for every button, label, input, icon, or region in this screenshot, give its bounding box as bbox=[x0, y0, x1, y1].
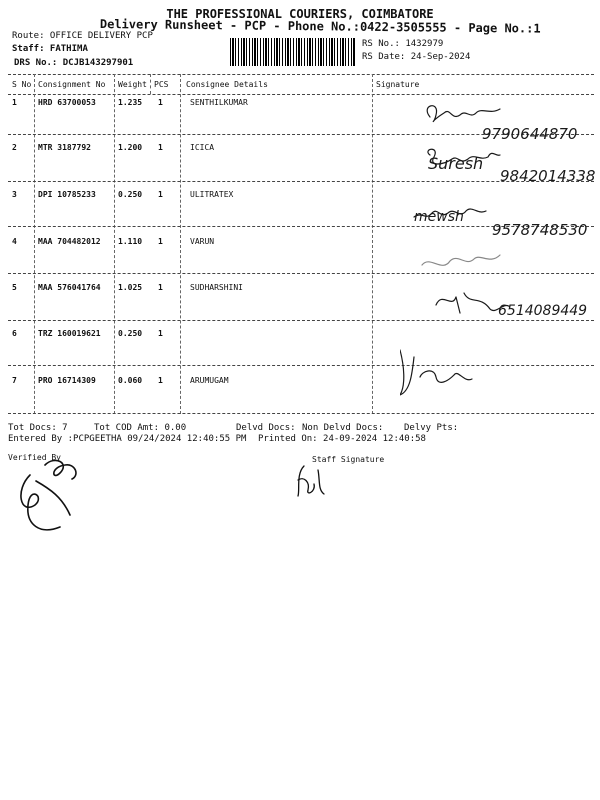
row-5-sno: 5 bbox=[12, 283, 17, 292]
column-header-consignee: Consignee Details bbox=[186, 80, 268, 89]
row-1-sno: 1 bbox=[12, 98, 17, 107]
company-title: THE PROFESSIONAL COURIERS, COIMBATORE bbox=[166, 7, 434, 21]
delivery-points: Delvy Pts: bbox=[404, 423, 459, 433]
row-1-pcs: 1 bbox=[158, 98, 163, 107]
column-header-sno: S No bbox=[12, 80, 32, 89]
row-2-sno: 2 bbox=[12, 143, 17, 152]
rs-number: RS No.: 1432979 bbox=[362, 39, 444, 49]
row-3-sno: 3 bbox=[12, 190, 17, 199]
route-label: Route: OFFICE DELIVERY PCP bbox=[12, 31, 153, 41]
row-5-handwritten-phone: 6514089449 bbox=[498, 303, 588, 319]
row-1-consignee: SENTHILKUMAR bbox=[190, 98, 248, 107]
drs-number: DRS No.: DCJB143297901 bbox=[14, 58, 134, 68]
row-3-consignment: DPI 10785233 bbox=[38, 190, 96, 199]
row-3-pcs: 1 bbox=[158, 190, 163, 199]
column-divider bbox=[114, 74, 115, 414]
column-header-consignment: Consignment No bbox=[38, 80, 106, 89]
row-6-sno: 6 bbox=[12, 329, 17, 338]
row-3-handwritten-phone: 9578748530 bbox=[492, 221, 588, 239]
column-header-signature: Signature bbox=[376, 80, 420, 89]
barcode bbox=[230, 38, 355, 66]
verified-by-label: Verified By bbox=[8, 453, 61, 462]
row-4-consignee: VARUN bbox=[190, 237, 215, 246]
row-7-consignment: PRO 16714309 bbox=[38, 376, 96, 385]
rs-date: RS Date: 24-Sep-2024 bbox=[362, 52, 471, 62]
row-6-weight: 0.250 bbox=[118, 329, 143, 338]
row-5-consignment: MAA 576041764 bbox=[38, 283, 101, 292]
entered-by: Entered By :PCPGEETHA 09/24/2024 12:40:55 PM bbox=[8, 434, 247, 444]
total-docs: Tot Docs: 7 bbox=[8, 423, 68, 433]
column-divider bbox=[150, 74, 151, 94]
row-2-pcs: 1 bbox=[158, 143, 163, 152]
row-7-weight: 0.060 bbox=[118, 376, 143, 385]
row-4-weight: 1.110 bbox=[118, 237, 143, 246]
table-top-rule bbox=[8, 74, 594, 75]
row-1-consignment: HRD 63700053 bbox=[38, 98, 96, 107]
column-header-pcs: PCS bbox=[154, 80, 169, 89]
runsheet-title: Delivery Runsheet - PCP - Phone No.:0422-3505555 - Page No.:1 bbox=[99, 17, 541, 36]
row-4-pcs: 1 bbox=[158, 237, 163, 246]
row-1-handwritten-phone: 9790644870 bbox=[482, 125, 578, 143]
staff-signature bbox=[290, 460, 340, 505]
row-4-sno: 4 bbox=[12, 237, 17, 246]
row-2-weight: 1.200 bbox=[118, 143, 143, 152]
printed-on: Printed On: 24-09-2024 12:40:58 bbox=[258, 434, 426, 444]
row-6-consignment: TRZ 160019621 bbox=[38, 329, 101, 338]
row-7-sno: 7 bbox=[12, 376, 17, 385]
row-5-weight: 1.025 bbox=[118, 283, 143, 292]
row-4-consignment: MAA 704482012 bbox=[38, 237, 101, 246]
staff-label: Staff: FATHIMA bbox=[12, 44, 88, 54]
handwritten-signatures bbox=[400, 95, 600, 405]
row-2-handwritten-name: Suresh bbox=[428, 154, 484, 173]
row-3-consignee: ULITRATEX bbox=[190, 190, 234, 199]
verified-by-signature bbox=[10, 445, 110, 540]
row-7-pcs: 1 bbox=[158, 376, 163, 385]
delivered-docs: Delvd Docs: bbox=[236, 423, 296, 433]
staff-signature-label: Staff Signature bbox=[312, 455, 385, 464]
non-delivered-docs: Non Delvd Docs: bbox=[302, 423, 384, 433]
row-6-pcs: 1 bbox=[158, 329, 163, 338]
row-3-weight: 0.250 bbox=[118, 190, 143, 199]
total-cod-amount: Tot COD Amt: 0.00 bbox=[94, 423, 187, 433]
row-2-consignee: ICICA bbox=[190, 143, 215, 152]
row-2-handwritten-phone: 9842014338 bbox=[500, 167, 596, 185]
row-1-weight: 1.235 bbox=[118, 98, 143, 107]
row-7-consignee: ARUMUGAM bbox=[190, 376, 229, 385]
row-2-consignment: MTR 3187792 bbox=[38, 143, 91, 152]
column-divider bbox=[34, 74, 35, 414]
column-divider bbox=[372, 74, 373, 414]
column-divider bbox=[180, 74, 181, 414]
row-5-pcs: 1 bbox=[158, 283, 163, 292]
column-header-weight: Weight bbox=[118, 80, 147, 89]
row-5-consignee: SUDHARSHINI bbox=[190, 283, 243, 292]
table-bottom-rule bbox=[8, 413, 594, 414]
row-3-handwritten-name: mewsh bbox=[414, 209, 464, 225]
